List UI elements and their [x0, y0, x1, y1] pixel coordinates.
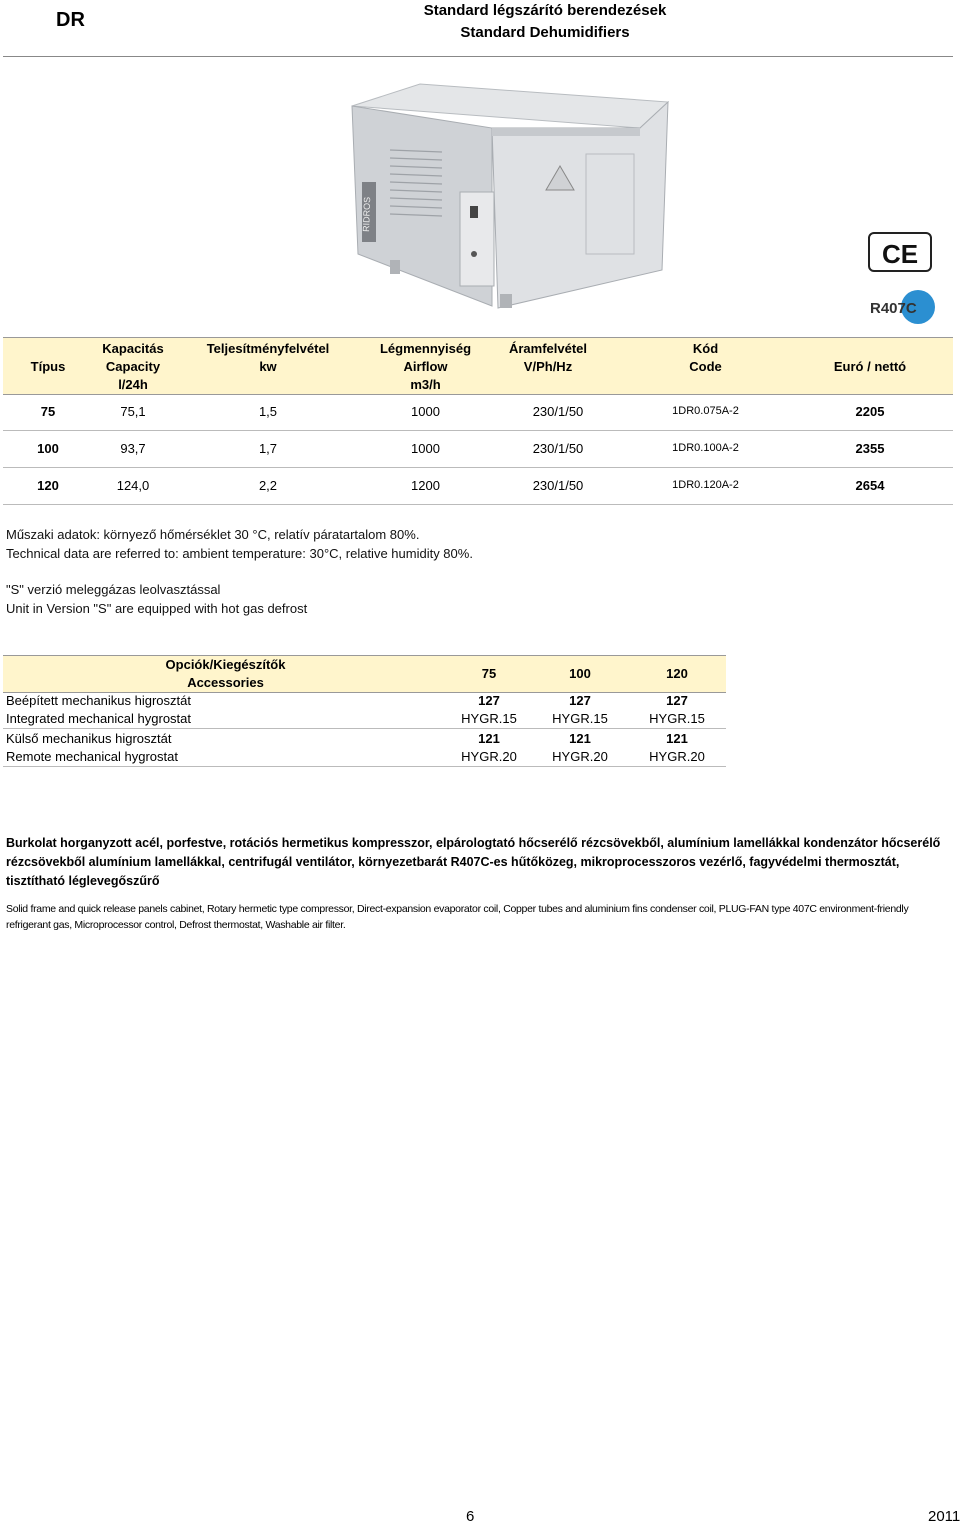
- page-title: [380, 0, 710, 44]
- col-code: Kód Code: [689, 341, 722, 374]
- description-hu: Burkolat horganyzott acél, porfestve, rotációs hermetikus kompresszor, elpárologtató hőcserélő rézcsövekből, alumínium lamellákkal kondenzátor hőcserélő rézcsövekből alumínium lamellákkal, centrifugál ventilátor, környezetbarát R407C-es hűtőközeg, mikroprocesszoros vezérlő, fagyvédelmi thermosztát, tisztítható léglevegőszűrő: [6, 836, 941, 888]
- col-current: Áramfelvétel V/Ph/Hz: [508, 341, 588, 374]
- title-english: Standard Dehumidifiers: [460, 24, 630, 41]
- r407c-refrigerant-icon: [862, 288, 938, 326]
- acc-col-120: 120: [666, 666, 688, 681]
- col-capacity: Kapacitás Capacity l/24h: [102, 341, 164, 392]
- header-divider: [3, 56, 953, 57]
- product-table-header: [3, 337, 953, 395]
- footer-year: 2011: [928, 1508, 960, 1525]
- table-row: 75 75,1 1,5 1000 230/1/50 1DR0.075A-2 2205: [3, 393, 953, 431]
- col-price: Euró / nettó: [833, 359, 907, 374]
- acc-col-75: 75: [481, 666, 497, 681]
- accessory-label: Beépített mechanikus higrosztát Integrated mechanical hygrostat: [6, 693, 191, 726]
- col-airflow: Légmennyiség Airflow m3/h: [379, 341, 472, 392]
- col-power: Teljesítményfelvétel kw: [206, 341, 330, 374]
- tech-note-hu: Műszaki adatok: környező hőmérséklet 30 °C, relatív páratartalom 80%.: [6, 527, 420, 542]
- page-number: 6: [466, 1508, 475, 1525]
- version-note-en: Unit in Version "S" are equipped with hot gas defrost: [6, 601, 308, 616]
- col-type: Típus: [30, 359, 66, 374]
- accessory-label: Külső mechanikus higrosztát Remote mechanical hygrostat: [6, 731, 178, 764]
- table-row: 120 124,0 2,2 1200 230/1/50 1DR0.120A-2 2654: [3, 467, 953, 505]
- accessories-heading: Opciók/Kiegészítők Accessories: [165, 657, 286, 690]
- ce-mark-icon: [868, 232, 932, 272]
- accessory-row: Beépített mechanikus higrosztát Integrated mechanical hygrostat 127 HYGR.15 127 HYGR.15 127 HYGR.15: [3, 691, 726, 729]
- accessories-table-header: [3, 655, 726, 693]
- title-hungarian: Standard légszárító berendezések: [423, 2, 667, 19]
- svg-text:R407C: R407C: [870, 300, 917, 317]
- tech-note-en: Technical data are referred to: ambient temperature: 30°C, relative humidity 80%.: [6, 546, 473, 561]
- svg-text:CE: CE: [881, 239, 919, 269]
- accessory-row: Külső mechanikus higrosztát Remote mechanical hygrostat 121 HYGR.20 121 HYGR.20 121 HYGR.20: [3, 729, 726, 767]
- version-note-hu: "S" verzió meleggázas leolvasztással: [6, 582, 221, 597]
- dehumidifier-unit-image: [350, 82, 670, 312]
- table-row: 100 93,7 1,7 1000 230/1/50 1DR0.100A-2 2355: [3, 430, 953, 468]
- description-en: Solid frame and quick release panels cabinet, Rotary hermetic type compressor, Direct-expansion evaporator coil, Copper tubes and aluminium fins condenser coil, PLUG-FAN type 407C environment-friendly refrigerant gas, Microprocessor control, Defrost thermostat, Washable air filter.: [6, 903, 909, 931]
- document-code: DR: [56, 9, 85, 31]
- acc-col-100: 100: [569, 666, 591, 681]
- brand-logo: RIDROS: [361, 196, 373, 233]
